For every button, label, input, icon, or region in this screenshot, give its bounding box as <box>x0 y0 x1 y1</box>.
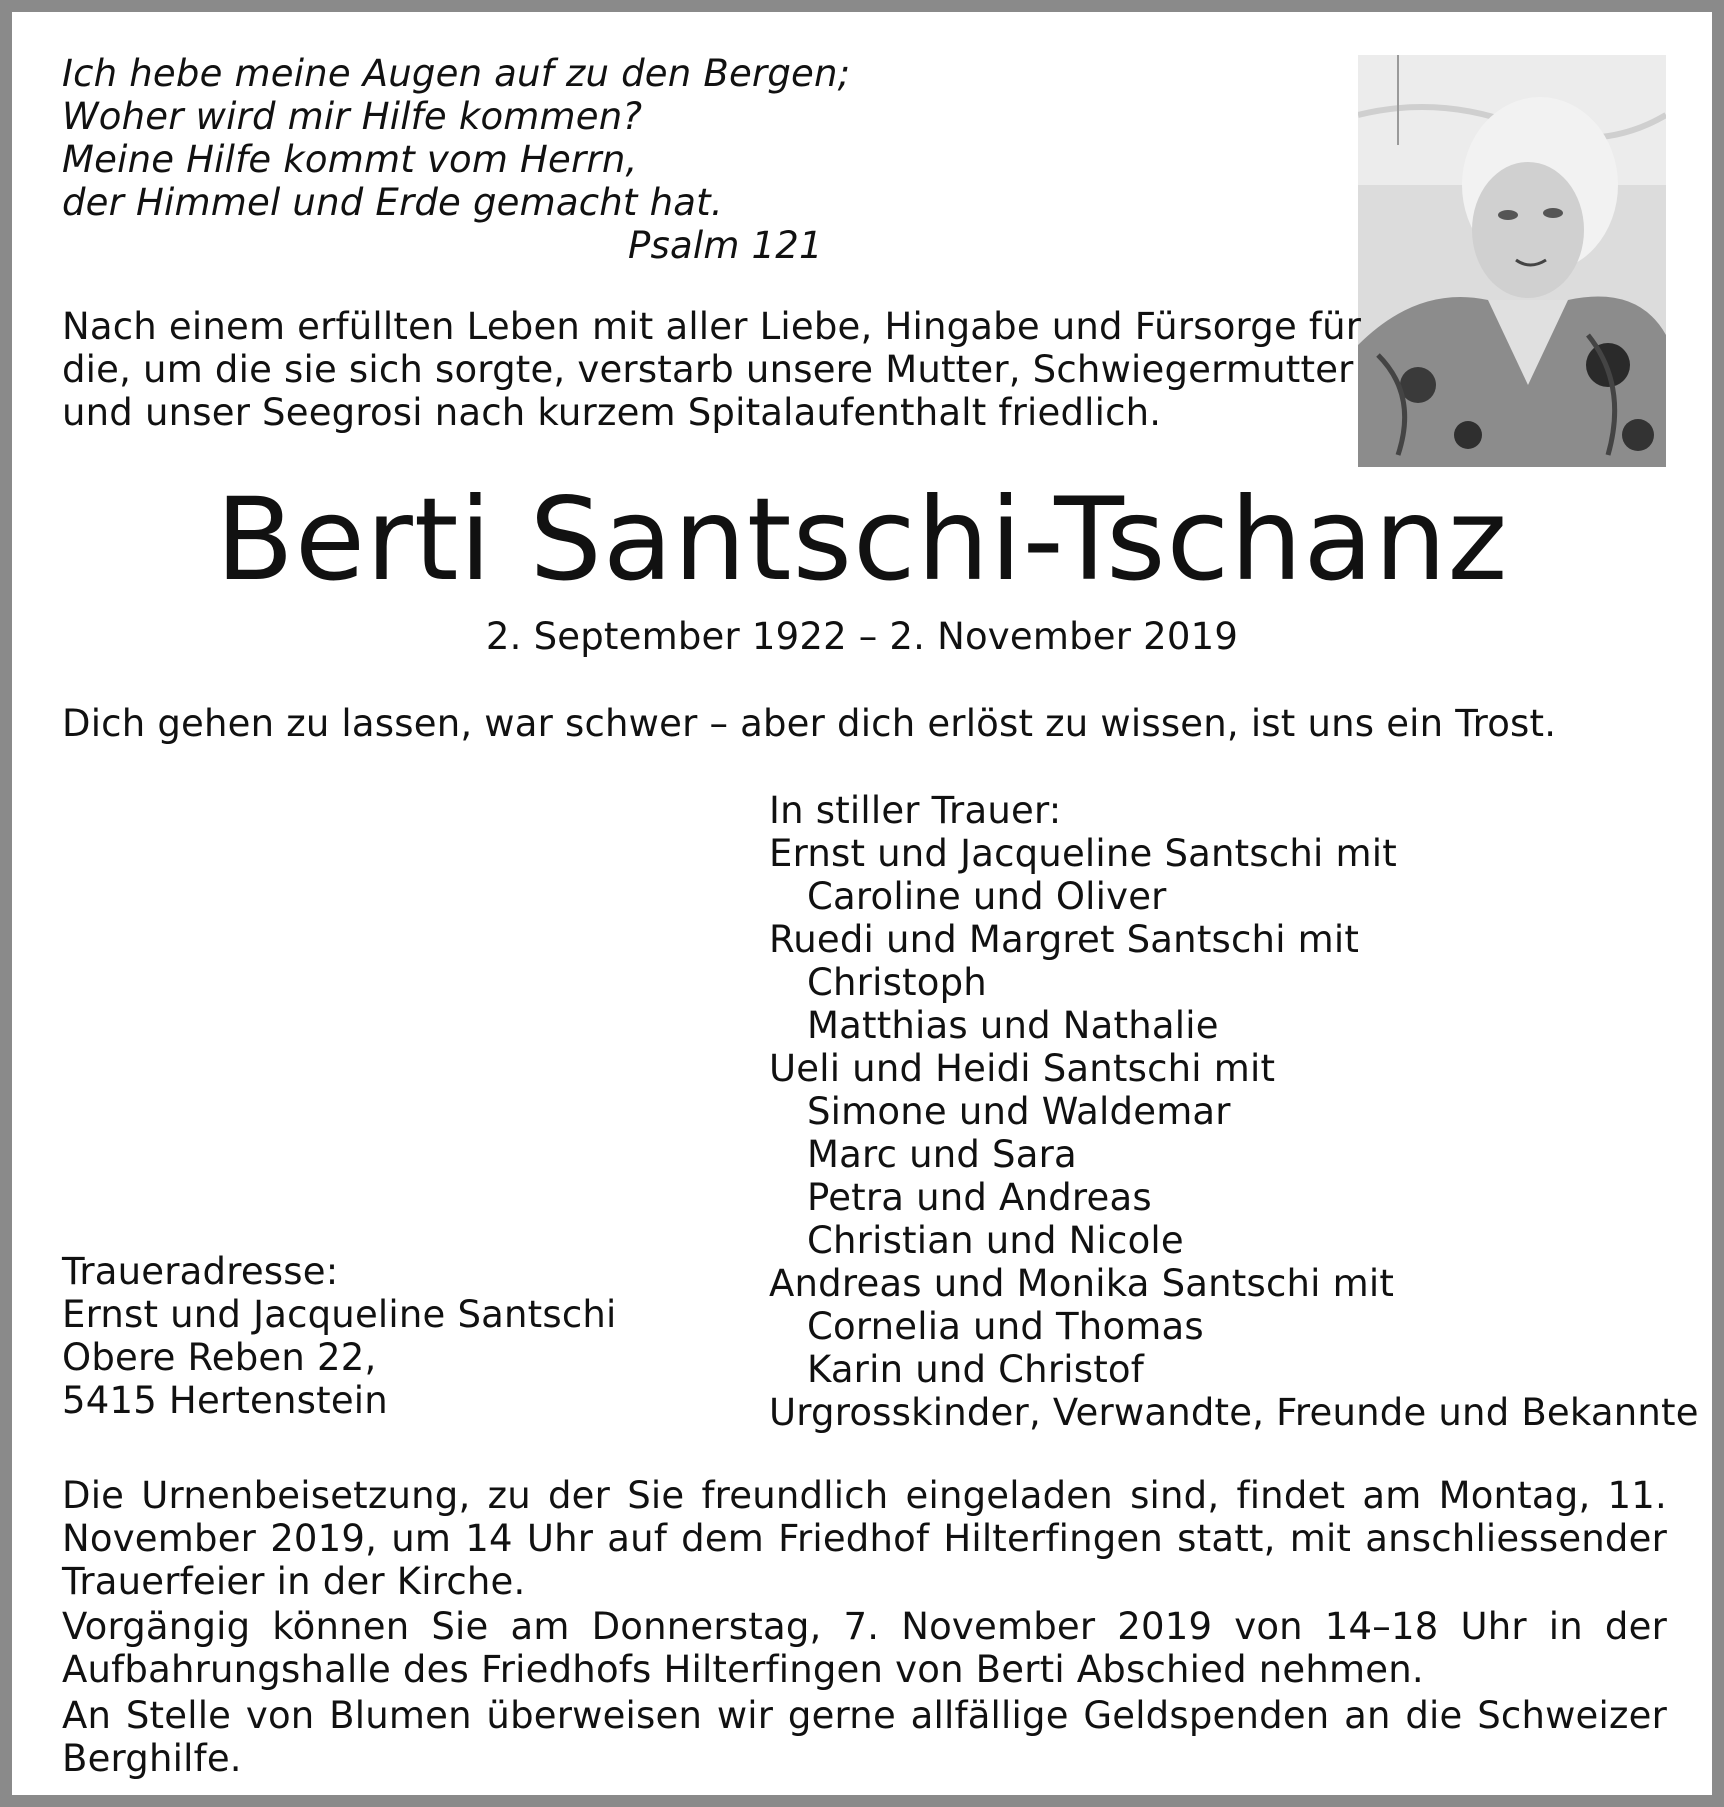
intro-line: Nach einem erfüllten Leben mit aller Liebe, Hingabe und Fürsorge für <box>62 305 1362 348</box>
life-dates: 2. September 1922 – 2. November 2019 <box>485 615 1239 658</box>
verse-line: Meine Hilfe kommt vom Herrn, <box>62 138 638 181</box>
address-street: Obere Reben 22, <box>62 1336 377 1379</box>
intro-line: und unser Seegrosi nach kurzem Spitalaufenthalt friedlich. <box>62 391 1162 434</box>
mourner-child: Christian und Nicole <box>807 1219 1184 1262</box>
verse-line: der Himmel und Erde gemacht hat. <box>62 181 723 224</box>
portrait-photo-icon <box>1358 55 1666 467</box>
mourner-child: Marc und Sara <box>807 1133 1077 1176</box>
viewing-paragraph: Vorgängig können Sie am Donnerstag, 7. November 2019 von 14–18 Uhr in der Aufbahrungshalle des Friedhofs Hilterfingen von Berti Abschied nehmen. <box>62 1605 1667 1691</box>
mourner-extended: Urgrosskinder, Verwandte, Freunde und Bekannte <box>769 1391 1699 1434</box>
verse-line: Ich hebe meine Augen auf zu den Bergen; <box>62 52 851 95</box>
verse-source: Psalm 121 <box>628 224 823 267</box>
address-name: Ernst und Jacqueline Santschi <box>62 1293 617 1336</box>
mourner-family: Ernst und Jacqueline Santschi mit <box>769 832 1397 875</box>
deceased-name: Berti Santschi-Tschanz <box>215 473 1509 606</box>
mourner-child: Simone und Waldemar <box>807 1090 1231 1133</box>
portrait-illustration <box>1358 55 1666 467</box>
mourners-heading: In stiller Trauer: <box>769 789 1062 832</box>
mourner-child: Petra und Andreas <box>807 1176 1152 1219</box>
mourner-family: Ruedi und Margret Santschi mit <box>769 918 1360 961</box>
mourner-child: Cornelia und Thomas <box>807 1305 1204 1348</box>
mourner-family: Ueli und Heidi Santschi mit <box>769 1047 1276 1090</box>
intro-text <box>62 305 1361 434</box>
mourners-list <box>769 789 1699 1434</box>
mourner-child: Caroline und Oliver <box>807 875 1167 918</box>
intro-line: die, um die sie sich sorgte, verstarb unsere Mutter, Schwiegermutter <box>62 348 1354 391</box>
address-city: 5415 Hertenstein <box>62 1379 388 1422</box>
mourner-child: Karin und Christof <box>807 1348 1144 1391</box>
donation-paragraph: An Stelle von Blumen überweisen wir gerne allfällige Geldspenden an die Schweizer Berghilfe. <box>62 1694 1667 1780</box>
mourner-child: Matthias und Nathalie <box>807 1004 1219 1047</box>
obituary-notice <box>12 12 1712 1795</box>
psalm-verse <box>62 52 850 267</box>
verse-line: Woher wird mir Hilfe kommen? <box>62 95 643 138</box>
mourner-child: Christoph <box>807 961 987 1004</box>
mourning-address <box>62 1250 617 1422</box>
burial-paragraph: Die Urnenbeisetzung, zu der Sie freundlich eingeladen sind, findet am Montag, 11. November 2019, um 14 Uhr auf dem Friedhof Hilterfingen statt, mit anschliessender Trauerfeier in der Kirche. <box>62 1474 1667 1603</box>
address-label: Traueradresse: <box>62 1250 339 1293</box>
consolation-text: Dich gehen zu lassen, war schwer – aber dich erlöst zu wissen, ist uns ein Trost. <box>62 702 1557 745</box>
mourner-family: Andreas und Monika Santschi mit <box>769 1262 1395 1305</box>
